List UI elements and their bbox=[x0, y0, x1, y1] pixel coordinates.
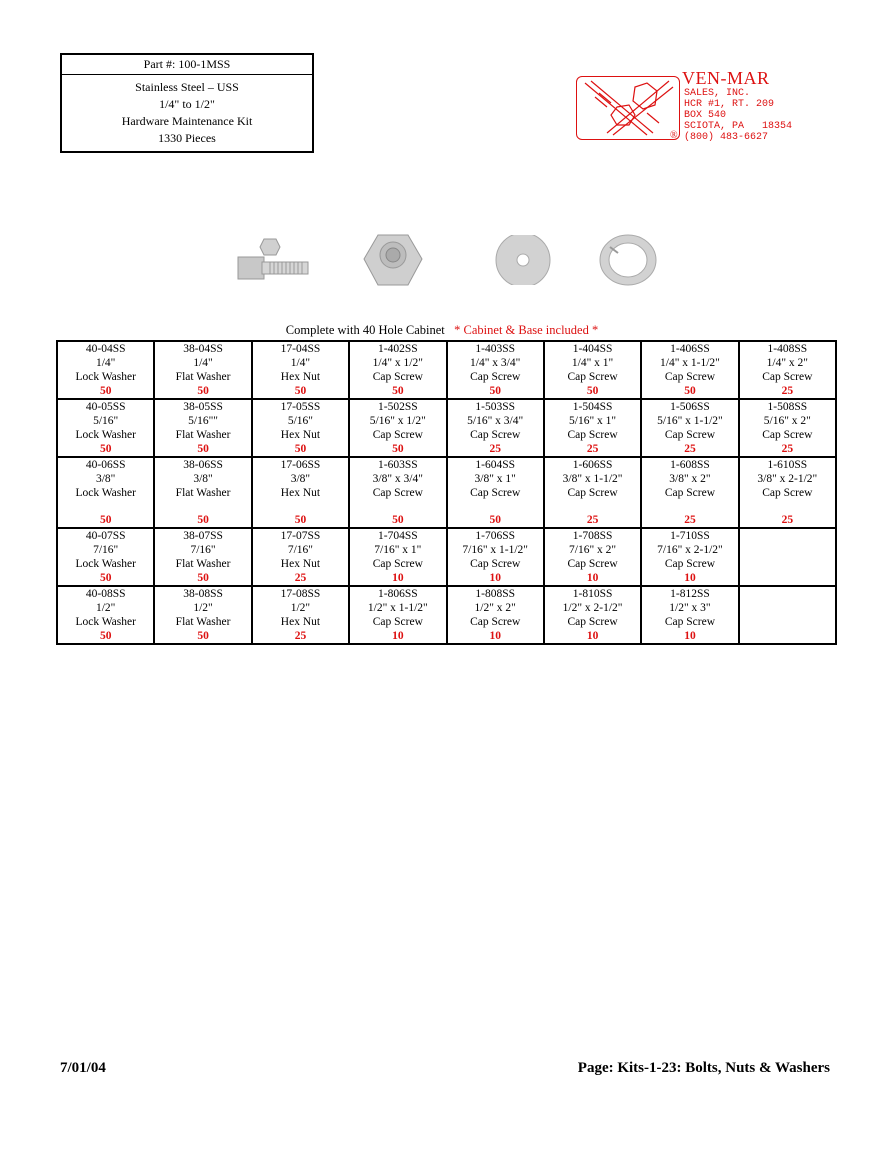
cell-qty: 50 bbox=[392, 514, 404, 526]
logo-bolts-icon bbox=[577, 77, 679, 139]
cell-qty: 10 bbox=[586, 572, 599, 584]
cell-size: 1/4" x 1" bbox=[571, 357, 614, 369]
kit-info-box bbox=[60, 53, 314, 153]
cell-part: 1-708SS bbox=[572, 530, 613, 542]
cell-size: 5/16" bbox=[287, 415, 313, 427]
cell-size: 1/4" x 1/2" bbox=[372, 357, 423, 369]
cell-part: 17-05SS bbox=[280, 401, 321, 413]
cell-part: 38-05SS bbox=[183, 401, 223, 413]
table-cell bbox=[252, 399, 349, 457]
logo-frame bbox=[576, 76, 680, 140]
cell-qty: 50 bbox=[99, 385, 112, 397]
cell-size: 5/16" x 1-1/2" bbox=[657, 415, 723, 427]
cell-part: 1-704SS bbox=[378, 530, 418, 542]
cell-part: 1-502SS bbox=[378, 401, 418, 413]
table-cell bbox=[57, 528, 154, 586]
parts-table bbox=[56, 340, 837, 645]
cell-part: 1-402SS bbox=[378, 343, 418, 355]
cell-part: 1-408SS bbox=[767, 343, 808, 355]
cell-size: 3/8" x 3/4" bbox=[372, 473, 423, 485]
cell-spacer bbox=[545, 500, 640, 513]
cell-desc: Cap Screw bbox=[372, 487, 423, 499]
logo-address bbox=[684, 88, 792, 143]
cell-part: 1-606SS bbox=[572, 459, 613, 471]
cell-qty: 50 bbox=[99, 572, 112, 584]
cell-qty: 25 bbox=[781, 514, 794, 526]
cell-size: 3/8" bbox=[95, 473, 116, 485]
cell-qty: 50 bbox=[197, 572, 209, 584]
table-cell bbox=[447, 528, 544, 586]
table-row bbox=[57, 457, 836, 528]
cell-part: 1-503SS bbox=[475, 401, 515, 413]
table-cell bbox=[544, 341, 641, 399]
cell-qty: 25 bbox=[294, 572, 307, 584]
logo-address-line-2: BOX 540 bbox=[684, 110, 727, 121]
cell-qty: 10 bbox=[392, 572, 404, 584]
part-illustrations bbox=[0, 225, 884, 295]
logo-name: VEN-MAR bbox=[682, 68, 770, 88]
table-cell bbox=[349, 341, 446, 399]
cell-size: 3/8" x 1" bbox=[474, 473, 516, 485]
table-cell bbox=[544, 528, 641, 586]
cell-size: 1/4" x 2" bbox=[766, 357, 808, 369]
cell-part: 1-603SS bbox=[378, 459, 418, 471]
cell-size: 1/2" x 1-1/2" bbox=[367, 602, 428, 614]
cell-part: 1-506SS bbox=[670, 401, 710, 413]
caption-note: * Cabinet & Base included * bbox=[454, 323, 599, 337]
cell-size: 5/16" x 3/4" bbox=[467, 415, 524, 427]
cell-qty: 10 bbox=[684, 572, 696, 584]
table-cell bbox=[57, 457, 154, 528]
cell-part: 38-07SS bbox=[183, 530, 223, 542]
kit-line-range: 1/4" to 1/2" bbox=[159, 97, 215, 111]
company-logo bbox=[576, 68, 806, 146]
cell-part: 17-06SS bbox=[280, 459, 321, 471]
table-cell bbox=[641, 457, 738, 528]
bolt-icon bbox=[236, 235, 310, 283]
cell-desc: Cap Screw bbox=[762, 371, 813, 383]
cell-part: 1-808SS bbox=[475, 588, 515, 600]
cell-size: 3/8" x 1-1/2" bbox=[562, 473, 623, 485]
cell-part: 40-07SS bbox=[85, 530, 126, 542]
table-row bbox=[57, 586, 836, 644]
cell-qty: 50 bbox=[586, 385, 599, 397]
cell-desc: Hex Nut bbox=[280, 558, 321, 570]
cell-qty: 50 bbox=[197, 443, 209, 455]
cell-desc: Flat Washer bbox=[175, 429, 231, 441]
table-cell bbox=[447, 399, 544, 457]
registered-mark: ® bbox=[670, 130, 678, 141]
cell-size: 5/16" x 1" bbox=[569, 415, 617, 427]
cell-part: 40-05SS bbox=[85, 401, 126, 413]
cell-qty: 50 bbox=[197, 385, 209, 397]
cell-qty: 50 bbox=[489, 385, 501, 397]
cell-desc: Hex Nut bbox=[280, 616, 321, 628]
table-cell bbox=[641, 528, 738, 586]
kit-line-material: Stainless Steel – USS bbox=[135, 80, 239, 94]
cell-size: 1/4" bbox=[193, 357, 213, 369]
cell-qty: 25 bbox=[684, 514, 696, 526]
logo-address-line-1: HCR #1, RT. 209 bbox=[684, 99, 775, 110]
cell-part: 1-403SS bbox=[475, 343, 515, 355]
cell-qty: 25 bbox=[294, 630, 307, 642]
table-cell bbox=[154, 457, 251, 528]
table-cell bbox=[154, 586, 251, 644]
cell-desc: Flat Washer bbox=[175, 371, 231, 383]
cell-desc: Lock Washer bbox=[75, 558, 136, 570]
cell-desc: Cap Screw bbox=[567, 429, 618, 441]
kit-line-count: 1330 Pieces bbox=[158, 131, 216, 145]
cell-desc: Cap Screw bbox=[470, 429, 521, 441]
cell-part: 1-806SS bbox=[378, 588, 418, 600]
cell-qty: 10 bbox=[392, 630, 404, 642]
table-cell bbox=[252, 341, 349, 399]
lock-washer-icon bbox=[598, 233, 658, 287]
cell-part: 40-08SS bbox=[85, 588, 126, 600]
table-cell bbox=[349, 399, 446, 457]
table-cell bbox=[154, 528, 251, 586]
cell-part: 38-08SS bbox=[183, 588, 223, 600]
caption-text: Complete with 40 Hole Cabinet bbox=[285, 323, 445, 337]
cell-size: 7/16" bbox=[93, 544, 119, 556]
cell-spacer bbox=[448, 500, 543, 513]
cell-part: 1-812SS bbox=[670, 588, 710, 600]
table-cell bbox=[641, 586, 738, 644]
cell-part: 17-08SS bbox=[280, 588, 321, 600]
cell-desc: Flat Washer bbox=[175, 616, 231, 628]
table-cell bbox=[57, 586, 154, 644]
table-cell bbox=[349, 528, 446, 586]
cell-size: 1/4" bbox=[290, 357, 311, 369]
cell-size: 1/2" bbox=[193, 602, 213, 614]
cell-size: 3/8" bbox=[290, 473, 311, 485]
cell-size: 1/2" bbox=[290, 602, 311, 614]
cell-desc: Lock Washer bbox=[75, 487, 136, 499]
table-cell bbox=[57, 399, 154, 457]
cell-desc: Hex Nut bbox=[280, 429, 321, 441]
logo-sub: SALES, INC. bbox=[684, 88, 751, 99]
cell-spacer bbox=[155, 500, 250, 513]
table-cell bbox=[252, 586, 349, 644]
cell-size: 1/2" x 3" bbox=[669, 602, 711, 614]
table-cell bbox=[252, 528, 349, 586]
cell-part: 1-504SS bbox=[572, 401, 613, 413]
cell-part: 38-04SS bbox=[183, 343, 223, 355]
cell-desc: Hex Nut bbox=[280, 487, 321, 499]
cell-size: 5/16" x 1/2" bbox=[369, 415, 426, 427]
cell-desc: Lock Washer bbox=[75, 616, 136, 628]
cell-desc: Cap Screw bbox=[372, 429, 423, 441]
table-cell bbox=[447, 457, 544, 528]
cell-size: 1/2" x 2" bbox=[474, 602, 516, 614]
cell-qty: 10 bbox=[684, 630, 696, 642]
cell-qty: 25 bbox=[586, 514, 599, 526]
cell-qty: 25 bbox=[781, 385, 794, 397]
cell-size: 7/16" x 2-1/2" bbox=[657, 544, 723, 556]
table-cell bbox=[544, 457, 641, 528]
cell-size: 7/16" x 1-1/2" bbox=[462, 544, 528, 556]
cell-desc: Cap Screw bbox=[664, 558, 715, 570]
logo-address-line-4: (800) 483-6627 bbox=[684, 132, 769, 143]
hex-nut-icon bbox=[362, 233, 424, 289]
cell-size: 5/16" bbox=[93, 415, 119, 427]
cell-part: 1-508SS bbox=[767, 401, 808, 413]
table-cell bbox=[154, 341, 251, 399]
cell-desc: Cap Screw bbox=[470, 616, 521, 628]
cell-qty: 25 bbox=[781, 443, 794, 455]
cell-desc: Cap Screw bbox=[372, 558, 423, 570]
cell-qty: 50 bbox=[197, 514, 209, 526]
cell-desc: Cap Screw bbox=[567, 487, 618, 499]
table-cell bbox=[544, 586, 641, 644]
cell-desc: Cap Screw bbox=[470, 487, 521, 499]
cell-desc: Cap Screw bbox=[372, 371, 423, 383]
table-cell bbox=[641, 399, 738, 457]
cell-spacer bbox=[350, 500, 445, 513]
table-cell bbox=[739, 586, 836, 644]
cell-desc: Cap Screw bbox=[470, 371, 521, 383]
cell-desc: Cap Screw bbox=[762, 487, 813, 499]
cell-qty: 25 bbox=[489, 443, 501, 455]
cell-size: 3/8" bbox=[193, 473, 213, 485]
cell-desc: Cap Screw bbox=[664, 487, 715, 499]
cell-qty: 50 bbox=[489, 514, 501, 526]
cell-part: 1-608SS bbox=[670, 459, 710, 471]
cell-size: 1/2" x 2-1/2" bbox=[562, 602, 623, 614]
cell-desc: Flat Washer bbox=[175, 487, 231, 499]
cell-part: 1-406SS bbox=[670, 343, 710, 355]
cell-qty: 50 bbox=[294, 514, 307, 526]
table-cell bbox=[154, 399, 251, 457]
table-cell bbox=[349, 586, 446, 644]
table-cell bbox=[544, 399, 641, 457]
table-cell bbox=[349, 457, 446, 528]
cell-spacer bbox=[58, 500, 153, 513]
table-row bbox=[57, 528, 836, 586]
table-row bbox=[57, 341, 836, 399]
cell-size: 7/16" x 1" bbox=[374, 544, 422, 556]
cell-spacer bbox=[253, 500, 348, 513]
cell-qty: 50 bbox=[99, 443, 112, 455]
cell-part: 17-04SS bbox=[280, 343, 321, 355]
cell-part: 40-04SS bbox=[85, 343, 126, 355]
table-cell bbox=[739, 457, 836, 528]
cell-desc: Cap Screw bbox=[567, 558, 618, 570]
cell-qty: 10 bbox=[489, 630, 501, 642]
cell-desc: Cap Screw bbox=[567, 371, 618, 383]
table-row bbox=[57, 399, 836, 457]
cell-desc: Lock Washer bbox=[75, 429, 136, 441]
cell-size: 1/2" bbox=[95, 602, 116, 614]
flat-washer-icon bbox=[494, 235, 552, 285]
table-cell bbox=[252, 457, 349, 528]
cell-qty: 50 bbox=[294, 385, 307, 397]
cell-qty: 50 bbox=[99, 630, 112, 642]
cell-size: 1/4" x 3/4" bbox=[470, 357, 521, 369]
cell-spacer bbox=[740, 500, 835, 513]
cell-part: 1-810SS bbox=[572, 588, 613, 600]
cell-qty: 50 bbox=[197, 630, 209, 642]
table-cell bbox=[739, 528, 836, 586]
cell-part: 40-06SS bbox=[85, 459, 126, 471]
cell-part: 1-404SS bbox=[572, 343, 613, 355]
cell-part: 1-604SS bbox=[475, 459, 515, 471]
cell-desc: Cap Screw bbox=[567, 616, 618, 628]
footer-date: 7/01/04 bbox=[60, 1060, 106, 1076]
cell-desc: Cap Screw bbox=[470, 558, 521, 570]
logo-address-line-3: SCIOTA, PA 18354 bbox=[684, 121, 793, 132]
kit-line-type: Hardware Maintenance Kit bbox=[121, 114, 253, 128]
cell-size: 1/4" x 1-1/2" bbox=[660, 357, 720, 369]
cell-desc: Hex Nut bbox=[280, 371, 321, 383]
cell-part: 1-710SS bbox=[670, 530, 710, 542]
kit-description bbox=[62, 75, 312, 151]
cell-qty: 10 bbox=[586, 630, 599, 642]
cell-size: 5/16"" bbox=[188, 415, 218, 427]
cell-qty: 50 bbox=[294, 443, 307, 455]
cell-size: 7/16" bbox=[287, 544, 313, 556]
cell-size: 5/16" x 2" bbox=[763, 415, 811, 427]
cabinet-caption bbox=[0, 323, 884, 338]
table-cell bbox=[739, 341, 836, 399]
cell-part: 38-06SS bbox=[183, 459, 223, 471]
cell-qty: 25 bbox=[586, 443, 599, 455]
cell-qty: 25 bbox=[684, 443, 696, 455]
table-cell bbox=[57, 341, 154, 399]
table-cell bbox=[739, 399, 836, 457]
cell-desc: Cap Screw bbox=[372, 616, 423, 628]
cell-size: 7/16" x 2" bbox=[569, 544, 617, 556]
cell-qty: 10 bbox=[489, 572, 501, 584]
cell-qty: 50 bbox=[392, 385, 404, 397]
cell-desc: Cap Screw bbox=[664, 616, 715, 628]
cell-size: 7/16" bbox=[190, 544, 216, 556]
cell-part: 1-610SS bbox=[767, 459, 808, 471]
footer-page: Page: Kits-1-23: Bolts, Nuts & Washers bbox=[577, 1060, 830, 1076]
cell-desc: Cap Screw bbox=[664, 429, 715, 441]
table-cell bbox=[641, 341, 738, 399]
cell-qty: 50 bbox=[684, 385, 696, 397]
cell-desc: Cap Screw bbox=[762, 429, 813, 441]
cell-qty: 50 bbox=[99, 514, 112, 526]
table-cell bbox=[447, 341, 544, 399]
cell-size: 3/8" x 2" bbox=[669, 473, 711, 485]
cell-desc: Lock Washer bbox=[75, 371, 136, 383]
table-cell bbox=[447, 586, 544, 644]
cell-size: 1/4" bbox=[95, 357, 116, 369]
part-number: Part #: 100-1MSS bbox=[62, 55, 312, 75]
cell-desc: Cap Screw bbox=[664, 371, 715, 383]
cell-qty: 50 bbox=[392, 443, 404, 455]
cell-part: 17-07SS bbox=[280, 530, 321, 542]
cell-spacer bbox=[642, 500, 737, 513]
cell-desc: Flat Washer bbox=[175, 558, 231, 570]
cell-size: 3/8" x 2-1/2" bbox=[757, 473, 818, 485]
cell-part: 1-706SS bbox=[475, 530, 515, 542]
